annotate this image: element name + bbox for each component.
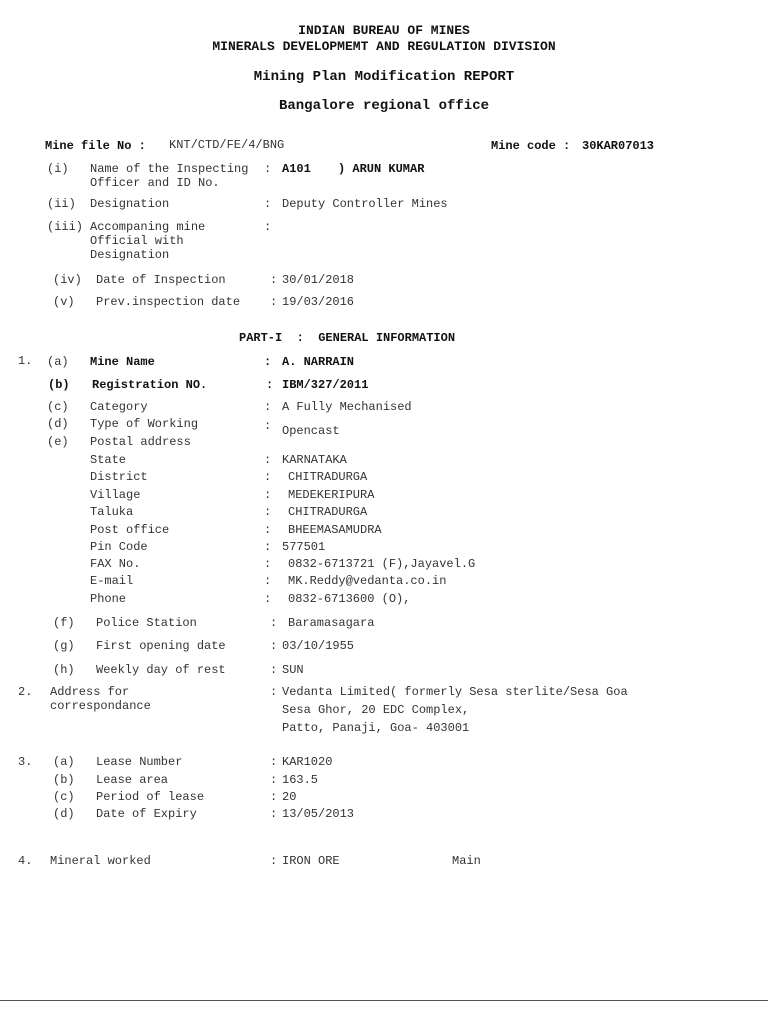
colon: : [264, 162, 272, 176]
colon: : [264, 470, 272, 484]
fax-label: FAX No. [90, 557, 141, 571]
colon: : [270, 790, 278, 804]
lease-area-value: 163.5 [282, 773, 319, 787]
division-title: MINERALS DEVELOPMEMT AND REGULATION DIVISION [212, 39, 556, 54]
office-title: Bangalore regional office [278, 98, 490, 114]
item-num: (b) [53, 773, 75, 787]
expiry-date-value: 13/05/2013 [282, 807, 355, 821]
colon: : [264, 574, 272, 588]
state-label: State [90, 453, 127, 467]
item-num: (g) [53, 639, 75, 653]
taluka-value: CHITRADURGA [288, 505, 368, 519]
colon: : [270, 616, 278, 630]
item-num: (a) [47, 355, 69, 369]
colon: : [264, 592, 272, 606]
item-num: (iv) [53, 273, 82, 287]
lease-number-label: Lease Number [96, 755, 183, 769]
email-label: E-mail [90, 574, 134, 588]
correspondence-line-2: Sesa Ghor, 20 EDC Complex, [282, 703, 470, 717]
phone-value: 0832-6713600 (O), [288, 592, 411, 606]
item-num: (d) [47, 417, 69, 431]
lease-period-value: 20 [282, 790, 297, 804]
type-working-label: Type of Working [90, 417, 199, 431]
colon: : [270, 295, 278, 309]
colon: : [264, 523, 272, 537]
pin-code-value: 577501 [282, 540, 326, 554]
section-num: 4. [18, 854, 33, 868]
mine-file-label: Mine file No : [45, 139, 146, 153]
colon: : [270, 755, 278, 769]
colon: : [264, 557, 272, 571]
colon: : [270, 639, 278, 653]
colon: : [270, 663, 278, 677]
prev-inspection-value: 19/03/2016 [282, 295, 355, 309]
accompanying-label-2: Official with [90, 234, 184, 248]
item-num: (f) [53, 616, 75, 630]
phone-label: Phone [90, 592, 127, 606]
colon: : [264, 355, 272, 369]
lease-area-label: Lease area [96, 773, 169, 787]
colon: : [264, 488, 272, 502]
expiry-date-label: Date of Expiry [96, 807, 197, 821]
colon: : [270, 773, 278, 787]
category-value: A Fully Mechanised [282, 400, 412, 414]
report-title: Mining Plan Modification REPORT [253, 69, 515, 85]
mine-code-value: 30KAR07013 [582, 139, 655, 153]
colon: : [264, 419, 272, 433]
item-num: (h) [53, 663, 75, 677]
correspondence-line-3: Patto, Panaji, Goa- 403001 [282, 721, 470, 735]
post-office-label: Post office [90, 523, 170, 537]
section-num: 2. [18, 685, 33, 699]
inspection-date-value: 30/01/2018 [282, 273, 355, 287]
registration-label: Registration NO. [92, 378, 208, 392]
correspondence-label-2: correspondance [50, 699, 151, 713]
item-num: (c) [47, 400, 69, 414]
inspecting-officer-label-2: Officer and ID No. [90, 176, 220, 190]
district-value: CHITRADURGA [288, 470, 368, 484]
item-num: (ii) [47, 197, 76, 211]
fax-value: 0832-6713721 (F),Jayavel.G [288, 557, 476, 571]
colon: : [264, 220, 272, 234]
part1-heading: PART-I : GENERAL INFORMATION [239, 331, 456, 345]
officer-id: A101 [282, 162, 311, 176]
colon: : [266, 378, 274, 392]
colon: : [264, 505, 272, 519]
section-num: 3. [18, 755, 33, 769]
officer-name: ) ARUN KUMAR [338, 162, 425, 176]
postal-address-label: Postal address [90, 435, 191, 449]
weekly-rest-value: SUN [282, 663, 304, 677]
item-num: (d) [53, 807, 75, 821]
mine-name-value: A. NARRAIN [282, 355, 355, 369]
org-title: INDIAN BUREAU OF MINES [298, 23, 470, 38]
item-num: (e) [47, 435, 69, 449]
accompanying-label-3: Designation [90, 248, 170, 262]
mineral-worked-value: IRON ORE [282, 854, 340, 868]
item-num: (v) [53, 295, 75, 309]
pin-code-label: Pin Code [90, 540, 148, 554]
colon: : [264, 453, 272, 467]
colon: : [264, 540, 272, 554]
weekly-rest-label: Weekly day of rest [96, 663, 226, 677]
lease-number-value: KAR1020 [282, 755, 333, 769]
village-label: Village [90, 488, 141, 502]
registration-value: IBM/327/2011 [282, 378, 369, 392]
prev-inspection-label: Prev.inspection date [96, 295, 241, 309]
item-num: (b) [48, 378, 70, 392]
colon: : [270, 807, 278, 821]
correspondence-line-1: Vedanta Limited( formerly Sesa sterlite/Sesa Goa [282, 685, 628, 699]
taluka-label: Taluka [90, 505, 134, 519]
first-opening-value: 03/10/1955 [282, 639, 355, 653]
district-label: District [90, 470, 148, 484]
state-value: KARNATAKA [282, 453, 347, 467]
accompanying-label: Accompaning mine [90, 220, 206, 234]
mine-name-label: Mine Name [90, 355, 155, 369]
colon: : [264, 400, 272, 414]
mine-code-label: Mine code : [491, 139, 571, 153]
inspection-date-label: Date of Inspection [96, 273, 226, 287]
village-value: MEDEKERIPURA [288, 488, 375, 502]
designation-label: Designation [90, 197, 170, 211]
mineral-type: Main [452, 854, 481, 868]
email-value: MK.Reddy@vedanta.co.in [288, 574, 447, 588]
colon: : [270, 273, 278, 287]
lease-period-label: Period of lease [96, 790, 205, 804]
footer-divider [0, 1000, 768, 1001]
colon: : [270, 854, 278, 868]
mine-file-value: KNT/CTD/FE/4/BNG [169, 138, 285, 152]
post-office-value: BHEEMASAMUDRA [288, 523, 382, 537]
type-working-value: Opencast [282, 424, 340, 438]
designation-value: Deputy Controller Mines [282, 197, 448, 211]
police-station-value: Baramasagara [288, 616, 375, 630]
first-opening-label: First opening date [96, 639, 226, 653]
correspondence-label: Address for [50, 685, 130, 699]
mineral-worked-label: Mineral worked [50, 854, 151, 868]
police-station-label: Police Station [96, 616, 197, 630]
item-num: (iii) [47, 220, 84, 234]
category-label: Category [90, 400, 148, 414]
inspecting-officer-label: Name of the Inspecting [90, 162, 249, 176]
colon: : [270, 685, 278, 699]
colon: : [264, 197, 272, 211]
item-num: (i) [47, 162, 69, 176]
item-num: (c) [53, 790, 75, 804]
item-num: (a) [53, 755, 75, 769]
section-num: 1. [18, 354, 33, 368]
